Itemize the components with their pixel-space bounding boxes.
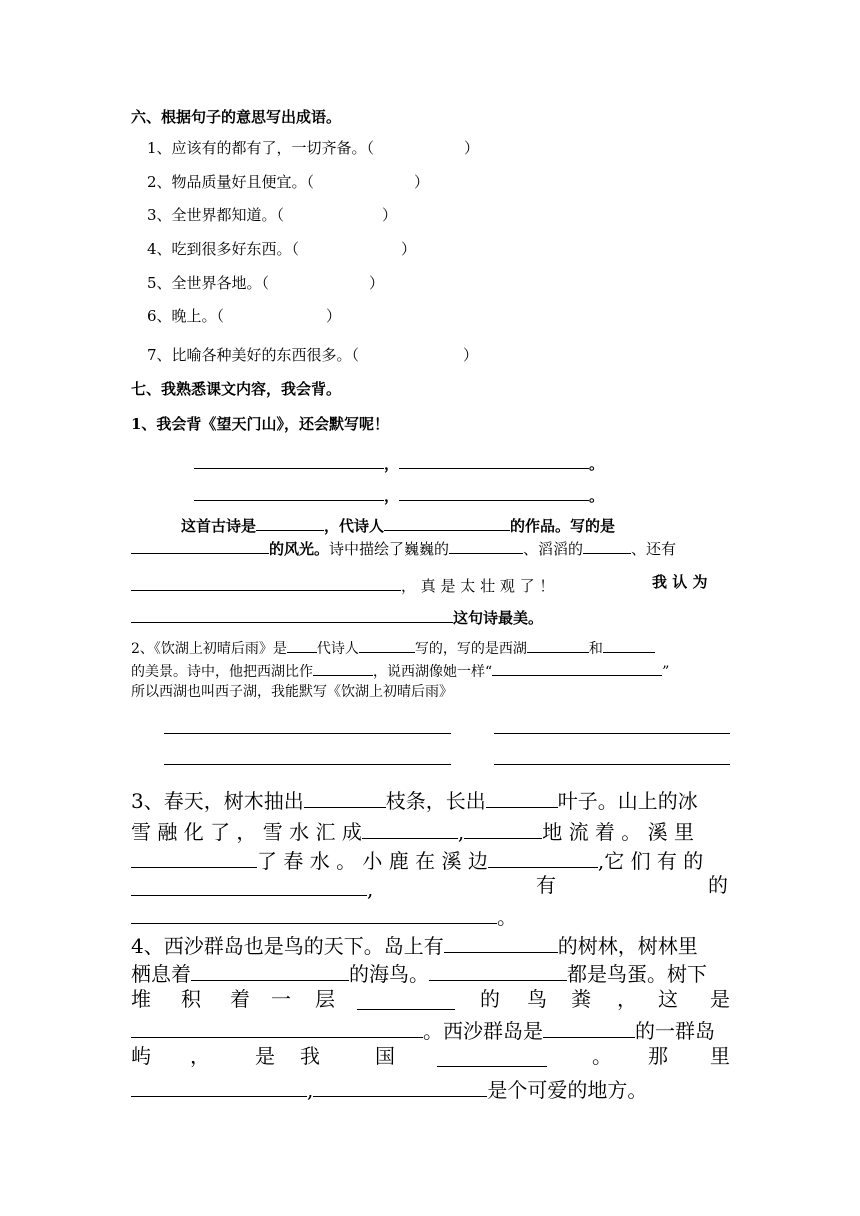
fill-blank[interactable] [488, 847, 598, 868]
q3-line-2: 雪 融 化 了 ， 雪 水 汇 成 , 地 流 着 。 溪 里 [131, 820, 695, 844]
q4-char: 是 [710, 987, 730, 1011]
poem-write-line[interactable] [494, 764, 730, 765]
fill-blank[interactable] [131, 607, 453, 623]
idiom-item-2: 2、物品质量好且便宜。（ ） [147, 173, 430, 191]
fill-blank[interactable] [527, 638, 589, 653]
q1-opinion-label: 我 认 为 [652, 573, 708, 591]
fill-blank[interactable] [449, 538, 523, 554]
q4-char: 国 [375, 1044, 395, 1068]
fill-blank[interactable] [543, 1017, 635, 1038]
fill-blank[interactable] [131, 875, 367, 896]
idiom-prompt: 6、晚上。（ [147, 307, 225, 325]
fill-blank[interactable] [357, 1009, 455, 1010]
poem-write-line[interactable] [164, 733, 451, 734]
q1-line-a: 这首古诗是 ，代诗人 的作品。写的是 [181, 517, 616, 535]
q4-char: 我 [300, 1044, 320, 1068]
q4-line-2: 栖息着 的海鸟。 都是鸟蛋。树下 [131, 962, 707, 986]
idiom-prompt: 7、比喻各种美好的东西很多。（ [147, 346, 360, 364]
q3-word-de: 的 [708, 873, 728, 897]
q4-char: 是 [255, 1044, 275, 1068]
q3-line-4a: , [131, 875, 373, 899]
idiom-prompt: 3、全世界都知道。（ [147, 206, 285, 224]
idiom-prompt: 4、吃到很多好东西。（ [147, 240, 300, 258]
q1-title: 1、我会背《望天门山》，还会默写呢！ [131, 415, 389, 433]
idiom-item-7: 7、比喻各种美好的东西很多。（ ） [147, 346, 479, 364]
idiom-item-5: 5、全世界各地。（ ） [147, 274, 385, 292]
poem-write-line[interactable] [164, 764, 451, 765]
fill-blank[interactable] [131, 1017, 423, 1038]
poem-write-line[interactable] [494, 733, 730, 734]
fill-blank[interactable] [486, 787, 558, 808]
section-7-heading: 七、我熟悉课文内容，我会背。 [131, 380, 342, 398]
q2-line-a: 2、《饮湖上初晴后雨》是 代诗人 写的，写的是西湖 和 [131, 638, 655, 656]
fill-blank[interactable] [131, 538, 269, 554]
q4-char: 积 [181, 987, 201, 1011]
fill-blank[interactable] [464, 818, 542, 839]
q1-line-d: 这句诗最美。 [131, 607, 543, 626]
q1-line-c: ， 真 是 太 壮 观 了 ！ [131, 575, 554, 594]
fill-blank[interactable] [384, 515, 510, 531]
q4-char: 堆 [131, 987, 151, 1011]
q4-char: 这 [658, 987, 678, 1011]
q3-word-you: 有 [536, 873, 556, 897]
fill-blank[interactable] [444, 932, 558, 953]
q4-char: 一 [271, 987, 291, 1011]
idiom-prompt: 5、全世界各地。（ [147, 274, 270, 292]
fill-blank[interactable] [359, 638, 415, 653]
poem-blank[interactable] [194, 485, 384, 501]
idiom-item-3: 3、全世界都知道。（ ） [147, 206, 398, 224]
fill-blank[interactable] [362, 818, 458, 839]
q4-char: ， [617, 987, 637, 1011]
q4-char: 着 [230, 987, 250, 1011]
q4-char: ， [190, 1044, 210, 1068]
idiom-item-1: 1、应该有的都有了，一切齐备。（ ） [147, 139, 480, 157]
fill-blank[interactable] [131, 575, 401, 591]
poem-blank[interactable] [399, 453, 589, 469]
q1-line-b: 的风光。诗中描绘了巍巍的 、滔滔的 、还有 [131, 538, 676, 557]
q4-line-4: 。西沙群岛是 的一群岛 [131, 1017, 715, 1041]
q3-line-3: 了 春 水 。 小 鹿 在 溪 边 ,它 们 有 的 [131, 847, 703, 871]
fill-blank[interactable] [313, 661, 373, 676]
fill-blank[interactable] [287, 638, 317, 653]
q4-char: 。 [592, 1044, 612, 1068]
q2-line-c: 所以西湖也叫西子湖，我能默写《饮湖上初晴后雨》 [131, 684, 453, 700]
idiom-prompt: 1、应该有的都有了，一切齐备。（ [147, 139, 375, 157]
poem-blank[interactable] [399, 485, 589, 501]
fill-blank[interactable] [131, 903, 497, 924]
q4-char: 的 [480, 987, 500, 1011]
q4-line-6: , 是个可爱的地方。 [131, 1076, 647, 1100]
q4-char: 那 [648, 1044, 668, 1068]
poem-line-2: ， 。 [194, 485, 604, 504]
fill-blank[interactable] [131, 847, 257, 868]
q4-char: 里 [710, 1044, 730, 1068]
idiom-prompt: 2、物品质量好且便宜。（ [147, 173, 315, 191]
fill-blank[interactable] [583, 538, 631, 554]
idiom-item-6: 6、晚上。（ ） [147, 307, 342, 325]
poem-line-1: ， 。 [194, 453, 604, 472]
fill-blank[interactable] [429, 960, 567, 981]
fill-blank[interactable] [313, 1076, 487, 1097]
fill-blank[interactable] [492, 661, 662, 676]
q4-line-1: 4、西沙群岛也是鸟的天下。岛上有 的树林，树林里 [131, 934, 698, 958]
fill-blank[interactable] [256, 515, 324, 531]
section-6-heading: 六、根据句子的意思写出成语。 [131, 108, 342, 126]
q4-char: 屿 [131, 1044, 151, 1068]
q3-line-5: 。 [131, 903, 517, 927]
fill-blank[interactable] [603, 638, 655, 653]
fill-blank[interactable] [304, 787, 386, 808]
q4-char: 鸟 [527, 987, 547, 1011]
q2-line-b: 的美景。诗中，他把西湖比作 ，说西湖像她一样“ ” [131, 661, 669, 679]
fill-blank[interactable] [437, 1066, 547, 1067]
fill-blank[interactable] [131, 1076, 307, 1097]
q3-line-1: 3、春天，树木抽出 枝条，长出 叶子。山上的冰 [131, 789, 698, 813]
fill-blank[interactable] [191, 960, 349, 981]
q4-char: 层 [315, 987, 335, 1011]
idiom-item-4: 4、吃到很多好东西。（ ） [147, 240, 417, 258]
q4-char: 粪 [571, 987, 591, 1011]
poem-blank[interactable] [194, 453, 384, 469]
